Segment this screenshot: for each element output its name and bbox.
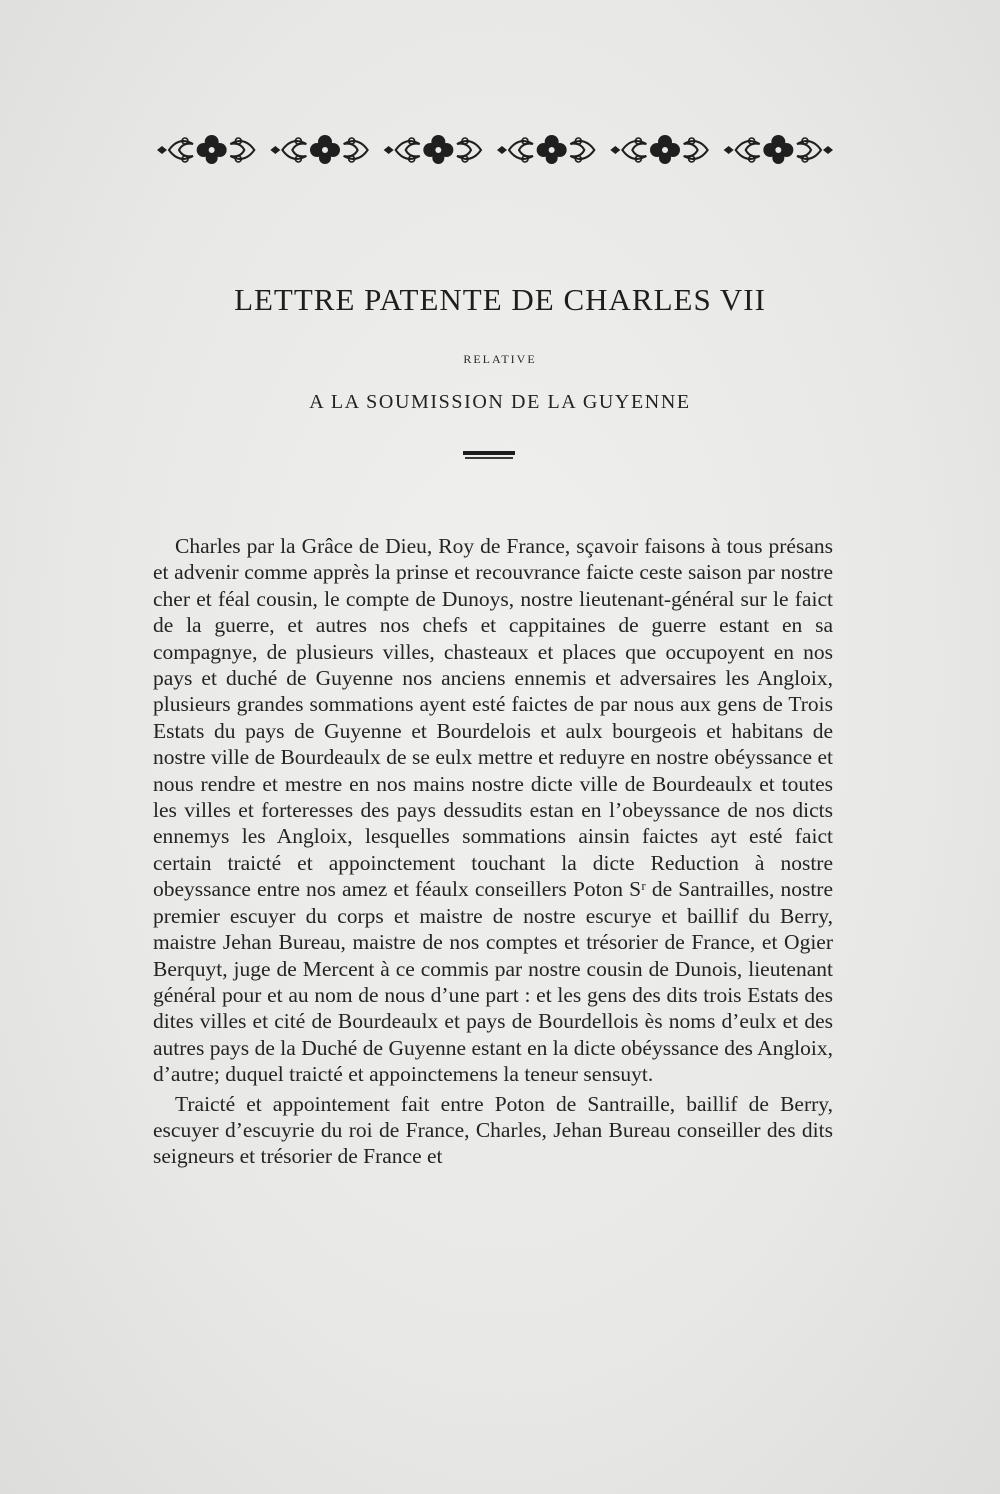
document-body: [153, 533, 833, 1170]
fleuron-border-ornament: [155, 130, 835, 170]
page-subtitle: A LA SOUMISSION DE LA GUYENNE: [309, 391, 691, 413]
title-kicker: RELATIVE: [463, 352, 537, 366]
paragraph-2: Traicté et appointement fait entre Poton de Santraille, baillif de Berry, escuyer d’escuyrie du roi de France, Charles, Jehan Bureau conseiller des dits seigneurs et trésorier de France et: [153, 1091, 833, 1169]
paragraph-1: Charles par la Grâce de Dieu, Roy de France, sçavoir faisons à tous présans et advenir comme apprès la prinse et recouvrance faicte ceste saison par nostre cher et féal cousin, le compte de Dunoys, nostre lieutenant-général sur le faict de la guerre, et autres nos chefs et cappitaines de guerre estant en sa compagnye, de plusieurs villes, chasteaux et places que occupoyent en nos pays et duché de Guyenne nos anciens ennemis et adversaires les Angloix, plusieurs grandes sommations ayent esté faictes de par nous aux gens de Trois Estats du pays de Guyenne et Bourdelois et aulx bourgeois et habitans de nostre ville de Bourdeaulx de se eulx mettre et reduyre en nostre obéyssance et nous rendre et mestre en nos mains nostre dicte ville de Bourdeaulx et toutes les villes et forteresses des pays dessudits estan en l’obeyssance de nos dicts ennemys les Angloix, lesquelles sommations ainsin faictes ayt esté faict certain traicté et appoinctement touchant la dicte Reduction à nostre obeyssance entre nos amez et féaulx conseillers Poton Sʳ de Santrailles, nostre premier escuyer du corps et maistre de nostre escurye et baillif du Berry, maistre Jehan Bureau, maistre de nos comptes et trésorier de France, et Ogier Berquyt, juge de Mercent à ce commis par nostre cousin de Dunois, lieutenant général pour et au nom de nous d’une part : et les gens des dits trois Estats des dites villes et cité de Bourdeaulx et pays de Bourdellois ès noms d’eulx et des autres pays de la Duché de Guyenne estant en la dicte obéyssance des Angloix, d’autre; duquel traicté et appoinctemens la teneur sensuyt.: [153, 534, 833, 1087]
double-rule-divider: [463, 451, 515, 461]
page-title: LETTRE PATENTE DE CHARLES VII: [234, 282, 766, 317]
